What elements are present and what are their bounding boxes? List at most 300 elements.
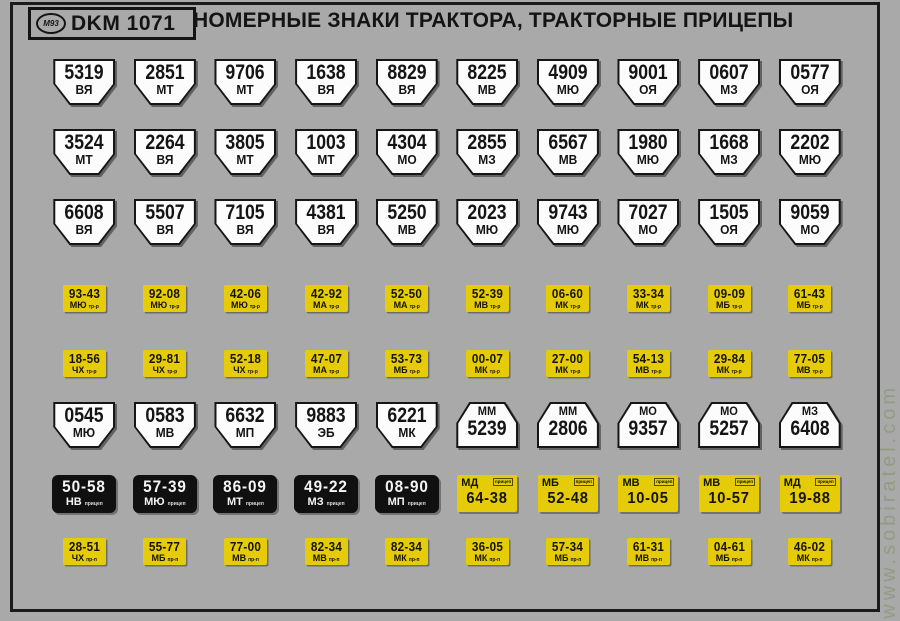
product-code: DKM 1071	[71, 11, 176, 35]
plate-number: 27-00	[552, 351, 584, 366]
plate-region-letters: МО	[397, 152, 417, 167]
plate-text	[53, 59, 115, 96]
plate-type-label: тр-р	[731, 304, 743, 310]
plate-region-letters: МТ	[75, 152, 93, 167]
plate-region-letters: МЮ	[69, 300, 87, 310]
plate-text	[617, 129, 679, 166]
white-top-plate	[779, 402, 841, 448]
plate-text	[214, 129, 276, 166]
plate-type-label: пр-п	[408, 557, 420, 563]
plate-region-letters: НВ	[65, 496, 82, 508]
plate-number: 2202	[790, 131, 830, 154]
plate-region-letters: ММ	[558, 404, 578, 418]
plate-number: 47-07	[310, 351, 342, 366]
plate-region-letters: МЗ	[307, 496, 324, 508]
plate-type-label: пр-п	[651, 557, 662, 563]
plate-number: 04-61	[713, 539, 745, 554]
yellow-small-plate	[63, 538, 106, 565]
plate-number: 08-90	[384, 477, 429, 496]
black-trailer-plate	[213, 475, 277, 513]
plate-type-label: пр-п	[811, 557, 823, 563]
yellow-small-plate	[305, 285, 348, 312]
white-bottom-plate	[779, 59, 841, 105]
plate-region-letters: МЗ	[801, 404, 818, 418]
plate-region-letters: МК	[393, 553, 407, 563]
plate-type-label: пр-п	[167, 557, 179, 563]
yellow-small-plate	[305, 350, 348, 377]
plate-number: 2806	[548, 417, 588, 440]
plate-number: 57-34	[552, 539, 584, 554]
plate-region-letters: МО	[639, 404, 658, 418]
white-top-plate	[456, 402, 518, 448]
plate-text	[53, 402, 115, 439]
plate-region-letters: МК	[555, 300, 569, 310]
yellow-trailer-plate	[538, 475, 598, 512]
plate-number: 28-51	[68, 539, 100, 554]
plate-subline	[385, 554, 428, 563]
plate-region-letters: МА	[393, 300, 408, 310]
plate-text	[617, 59, 679, 96]
yellow-small-plate	[627, 285, 670, 312]
plate-subline	[788, 366, 831, 375]
white-bottom-plate	[214, 59, 276, 105]
plate-text	[456, 59, 518, 96]
plate-number: 77-00	[229, 539, 262, 554]
plate-type-label: тр-р	[570, 369, 581, 375]
plate-text	[698, 199, 760, 236]
plate-text	[53, 129, 115, 166]
plate-text	[617, 402, 679, 439]
plate-row	[44, 199, 850, 245]
plate-text	[537, 129, 599, 166]
plate-region-letters: ОЯ	[720, 222, 738, 237]
plate-text	[134, 129, 196, 166]
plate-subline	[213, 497, 277, 508]
plate-number: 00-07	[471, 351, 503, 366]
plate-region-letters: МТ	[236, 82, 255, 97]
plate-text	[295, 402, 357, 439]
plate-type-label: прицеп	[736, 479, 754, 484]
plate-number: 1638	[306, 61, 346, 84]
yellow-small-plate	[224, 350, 267, 377]
plate-topline	[703, 478, 755, 489]
plate-number: 0545	[64, 404, 104, 427]
white-bottom-plate	[295, 199, 357, 245]
plate-number: 18-56	[68, 351, 100, 366]
plate-region-letters: МД	[783, 477, 801, 489]
plate-number: 10-05	[627, 490, 670, 507]
plate-type-label: прицеп	[84, 501, 103, 507]
plate-region-letters: ВЯ	[317, 222, 335, 237]
plate-row	[44, 350, 850, 377]
plate-number: 3805	[225, 131, 266, 154]
black-trailer-plate	[52, 475, 116, 513]
yellow-small-plate	[305, 538, 348, 565]
yellow-small-plate	[788, 285, 831, 312]
plate-region-letters: МВ	[635, 553, 650, 563]
plate-type-label: прицеп	[495, 479, 512, 484]
plate-number: 9706	[225, 61, 266, 84]
plate-number: 7027	[628, 201, 669, 224]
plate-type-label: пр-п	[328, 557, 340, 563]
white-bottom-plate	[617, 129, 679, 175]
white-bottom-plate	[456, 129, 518, 175]
plate-subline	[224, 301, 267, 310]
plate-type-label: тр-р	[249, 304, 260, 310]
plate-type-label: прицеп	[656, 479, 673, 484]
plate-type-label: тр-р	[812, 304, 823, 310]
plate-subline	[133, 497, 197, 508]
plate-subline	[788, 301, 831, 310]
plate-type-label: прицеп	[245, 501, 264, 507]
white-bottom-plate	[134, 129, 196, 175]
plate-region-letters: МТ	[236, 152, 255, 167]
yellow-small-plate	[708, 350, 751, 377]
plate-region-letters: МЗ	[720, 82, 738, 97]
yellow-small-plate	[466, 350, 509, 377]
plate-type-label: тр-р	[490, 304, 501, 310]
plate-region-letters: МТ	[227, 496, 243, 508]
plate-number: 9001	[628, 61, 669, 84]
plate-number: 1980	[628, 131, 669, 154]
yellow-small-plate	[466, 538, 509, 565]
plate-subline	[546, 366, 589, 375]
plate-number: 06-60	[552, 286, 584, 301]
plate-subline	[546, 301, 589, 310]
plate-region-letters: МВ	[232, 553, 247, 563]
plate-number: 9883	[306, 404, 346, 427]
plate-number: 5239	[467, 417, 507, 440]
plate-text	[537, 402, 599, 439]
plate-type-label: тр-р	[86, 369, 97, 375]
white-bottom-plate	[617, 199, 679, 245]
plate-region-letters: МЮ	[637, 152, 660, 167]
plate-text	[295, 59, 357, 96]
yellow-small-plate	[63, 350, 106, 377]
plate-subline	[224, 366, 267, 375]
plate-region-letters: МБ	[393, 365, 408, 375]
plate-subline	[708, 554, 751, 563]
plate-region-letters: ММ	[478, 404, 497, 418]
plate-type-label: тр-р	[489, 369, 500, 375]
plate-text	[779, 402, 841, 439]
plate-text	[214, 59, 276, 96]
plate-region-letters: МП	[236, 425, 255, 440]
plate-type-label: пр-п	[731, 557, 743, 563]
white-bottom-plate	[53, 129, 115, 175]
yellow-small-plate	[627, 538, 670, 565]
plate-number: 93-43	[68, 286, 100, 301]
plate-row	[44, 538, 850, 565]
plate-number: 57-39	[143, 477, 187, 496]
plate-number: 52-18	[229, 351, 262, 366]
plate-subline	[63, 301, 106, 310]
plate-number: 82-34	[391, 539, 423, 554]
plate-number: 4909	[548, 61, 588, 84]
plate-text	[617, 199, 679, 236]
plate-type-label: тр-р	[166, 369, 178, 375]
plate-region-letters: ЭБ	[317, 425, 335, 440]
plate-region-letters: МП	[387, 496, 405, 508]
plate-subline	[546, 554, 589, 563]
plate-number: 36-05	[471, 539, 503, 554]
plate-subline	[143, 554, 186, 563]
plate-number: 5250	[387, 201, 427, 224]
plate-number: 0607	[709, 61, 749, 84]
white-bottom-plate	[779, 129, 841, 175]
plate-region-letters: МЮ	[230, 300, 248, 310]
yellow-small-plate	[788, 350, 831, 377]
plate-region-letters: МД	[461, 477, 479, 489]
white-bottom-plate	[376, 402, 438, 448]
plate-text	[214, 402, 276, 439]
white-bottom-plate	[537, 199, 599, 245]
plate-text	[134, 402, 196, 439]
plate-text	[537, 199, 599, 236]
plate-number: 10-57	[708, 490, 750, 507]
yellow-small-plate	[385, 538, 428, 565]
plate-type-label: прицеп	[167, 501, 186, 507]
plate-region-letters: МО	[638, 222, 659, 237]
plate-type-label: тр-р	[409, 304, 420, 310]
plate-number: 64-38	[466, 490, 508, 507]
plate-number: 50-58	[62, 477, 107, 496]
plate-row	[44, 129, 850, 175]
plate-text	[376, 59, 438, 96]
plate-number: 2851	[145, 61, 185, 84]
plate-text	[456, 199, 518, 236]
yellow-trailer-plate	[780, 475, 840, 512]
white-bottom-plate	[214, 129, 276, 175]
plate-region-letters: МТ	[317, 152, 335, 167]
plate-subline	[466, 301, 509, 310]
plate-text	[537, 59, 599, 96]
plate-region-letters: МБ	[541, 477, 559, 489]
plate-region-letters: МБ	[796, 300, 811, 310]
yellow-small-plate	[385, 350, 428, 377]
plate-region-letters: ЧХ	[71, 553, 85, 563]
yellow-small-plate	[224, 285, 267, 312]
white-bottom-plate	[53, 59, 115, 105]
plate-number: 0577	[790, 61, 830, 84]
yellow-small-plate	[546, 285, 589, 312]
plate-region-letters: МК	[796, 553, 810, 563]
plate-region-letters: ВЯ	[75, 222, 93, 237]
yellow-small-plate	[708, 538, 751, 565]
plate-number: 1668	[709, 131, 749, 154]
plate-region-letters: МА	[312, 365, 327, 375]
yellow-small-plate	[627, 350, 670, 377]
plate-row	[44, 59, 850, 105]
plate-number: 61-43	[794, 286, 826, 301]
yellow-trailer-plate	[618, 475, 678, 512]
plate-region-letters: МБ	[151, 553, 166, 563]
white-bottom-plate	[456, 199, 518, 245]
plate-region-letters: МВ	[558, 152, 578, 167]
plate-region-letters: МВ	[155, 425, 175, 440]
plate-subline	[305, 366, 348, 375]
plate-type-label: тр-р	[570, 304, 581, 310]
plate-region-letters: ВЯ	[317, 82, 335, 97]
plate-region-letters: ВЯ	[75, 82, 93, 97]
plate-region-letters: МБ	[715, 553, 730, 563]
plate-region-letters: МЮ	[556, 82, 580, 97]
black-trailer-plate	[294, 475, 358, 513]
plate-subline	[627, 301, 670, 310]
plate-number: 54-13	[632, 351, 665, 366]
plate-number: 5319	[64, 61, 104, 84]
white-bottom-plate	[376, 129, 438, 175]
plate-region-letters: МЗ	[720, 152, 738, 167]
plate-topline	[622, 478, 674, 489]
plate-region-letters: ВЯ	[156, 222, 174, 237]
plate-number: 9743	[548, 201, 588, 224]
plate-text	[698, 59, 760, 96]
white-bottom-plate	[456, 59, 518, 105]
plate-text	[214, 199, 276, 236]
white-bottom-plate	[537, 59, 599, 105]
plate-number: 6608	[64, 201, 104, 224]
plate-subline	[52, 497, 116, 508]
plate-text	[376, 129, 438, 166]
plate-subline	[375, 497, 439, 508]
plate-number: 82-34	[310, 539, 342, 554]
plate-text	[376, 402, 438, 439]
plate-subline	[788, 554, 831, 563]
white-bottom-plate	[53, 402, 115, 448]
brand-logo-icon: М93	[36, 13, 66, 34]
plate-region-letters: МК	[716, 365, 730, 375]
plate-text	[134, 199, 196, 236]
plate-text	[295, 199, 357, 236]
white-bottom-plate	[376, 59, 438, 105]
white-bottom-plate	[779, 199, 841, 245]
plate-region-letters: ЧХ	[152, 365, 165, 375]
white-bottom-plate	[698, 199, 760, 245]
plate-region-letters: ВЯ	[398, 82, 416, 97]
plate-number: 5257	[709, 417, 749, 440]
plate-region-letters: МК	[555, 365, 569, 375]
plate-region-letters: МО	[720, 404, 738, 418]
plate-region-letters: ОЯ	[800, 82, 819, 97]
plate-region-letters: МЮ	[73, 425, 96, 440]
plate-number: 2023	[467, 201, 507, 224]
plate-region-letters: МЮ	[144, 496, 165, 508]
plate-number: 8225	[467, 61, 507, 84]
plate-text	[779, 59, 841, 96]
white-bottom-plate	[295, 129, 357, 175]
white-top-plate	[698, 402, 760, 448]
plate-number: 46-02	[794, 539, 826, 554]
yellow-small-plate	[143, 350, 186, 377]
plate-number: 9059	[790, 201, 830, 224]
plate-subline	[143, 301, 186, 310]
plate-subline	[294, 497, 358, 508]
plate-region-letters: МА	[312, 300, 327, 310]
white-bottom-plate	[134, 59, 196, 105]
plate-number: 55-77	[149, 539, 181, 554]
plate-number: 19-88	[789, 490, 831, 507]
plate-row	[44, 285, 850, 312]
white-top-plate	[537, 402, 599, 448]
yellow-small-plate	[385, 285, 428, 312]
white-bottom-plate	[134, 402, 196, 448]
white-bottom-plate	[617, 59, 679, 105]
plate-number: 1003	[306, 131, 346, 154]
yellow-small-plate	[466, 285, 509, 312]
plate-number: 9357	[628, 417, 669, 440]
plate-number: 29-81	[149, 351, 181, 366]
white-bottom-plate	[537, 129, 599, 175]
plate-subline	[466, 554, 509, 563]
plate-subline	[63, 366, 106, 375]
plate-region-letters: МВ	[474, 300, 489, 310]
plate-number: 1505	[709, 201, 749, 224]
plate-subline	[305, 301, 348, 310]
yellow-small-plate	[546, 538, 589, 565]
plate-subline	[627, 366, 670, 375]
plate-type-label: прицеп	[326, 501, 345, 507]
plate-subline	[224, 554, 267, 563]
plate-number: 61-31	[632, 539, 665, 554]
plate-number: 42-06	[229, 286, 262, 301]
plate-number: 2855	[467, 131, 507, 154]
plate-number: 86-09	[223, 477, 268, 496]
black-trailer-plate	[133, 475, 197, 513]
plate-text	[456, 129, 518, 166]
plate-subline	[708, 301, 751, 310]
plate-number: 52-50	[391, 286, 423, 301]
plate-number: 52-39	[471, 286, 503, 301]
plate-region-letters: МЮ	[150, 300, 168, 310]
plate-region-letters: ВЯ	[156, 152, 174, 167]
plate-subline	[708, 366, 751, 375]
white-bottom-plate	[376, 199, 438, 245]
plate-region-letters: МК	[474, 365, 488, 375]
plate-type-label: тр-р	[650, 304, 662, 310]
plate-region-letters: МВ	[635, 365, 650, 375]
plate-type-label: прицеп	[575, 479, 592, 484]
plate-text	[698, 129, 760, 166]
white-bottom-plate	[134, 199, 196, 245]
plate-region-letters: МБ	[554, 553, 569, 563]
plate-region-letters: МЮ	[798, 152, 821, 167]
plate-type-label: тр-р	[247, 369, 258, 375]
white-bottom-plate	[698, 59, 760, 105]
white-bottom-plate	[214, 402, 276, 448]
plate-topline	[784, 478, 836, 489]
plate-type-label: тр-р	[409, 369, 420, 375]
plate-text	[295, 129, 357, 166]
yellow-trailer-plate	[699, 475, 759, 512]
plate-number: 92-08	[149, 286, 181, 301]
plate-region-letters: МК	[474, 553, 488, 563]
plate-type-label: пр-п	[248, 557, 259, 563]
white-bottom-plate	[295, 59, 357, 105]
plate-number: 53-73	[391, 351, 423, 366]
plate-type-label: тр-р	[88, 304, 99, 310]
plate-subline	[305, 554, 348, 563]
plate-number: 2264	[145, 131, 185, 154]
plate-number: 6632	[225, 404, 266, 427]
plate-subline	[627, 554, 670, 563]
yellow-small-plate	[224, 538, 267, 565]
plate-type-label: прицеп	[407, 501, 426, 507]
plate-type-label: тр-р	[731, 369, 742, 375]
plate-number: 6221	[387, 404, 427, 427]
plate-number: 4304	[387, 131, 427, 154]
plate-number: 29-84	[713, 351, 745, 366]
